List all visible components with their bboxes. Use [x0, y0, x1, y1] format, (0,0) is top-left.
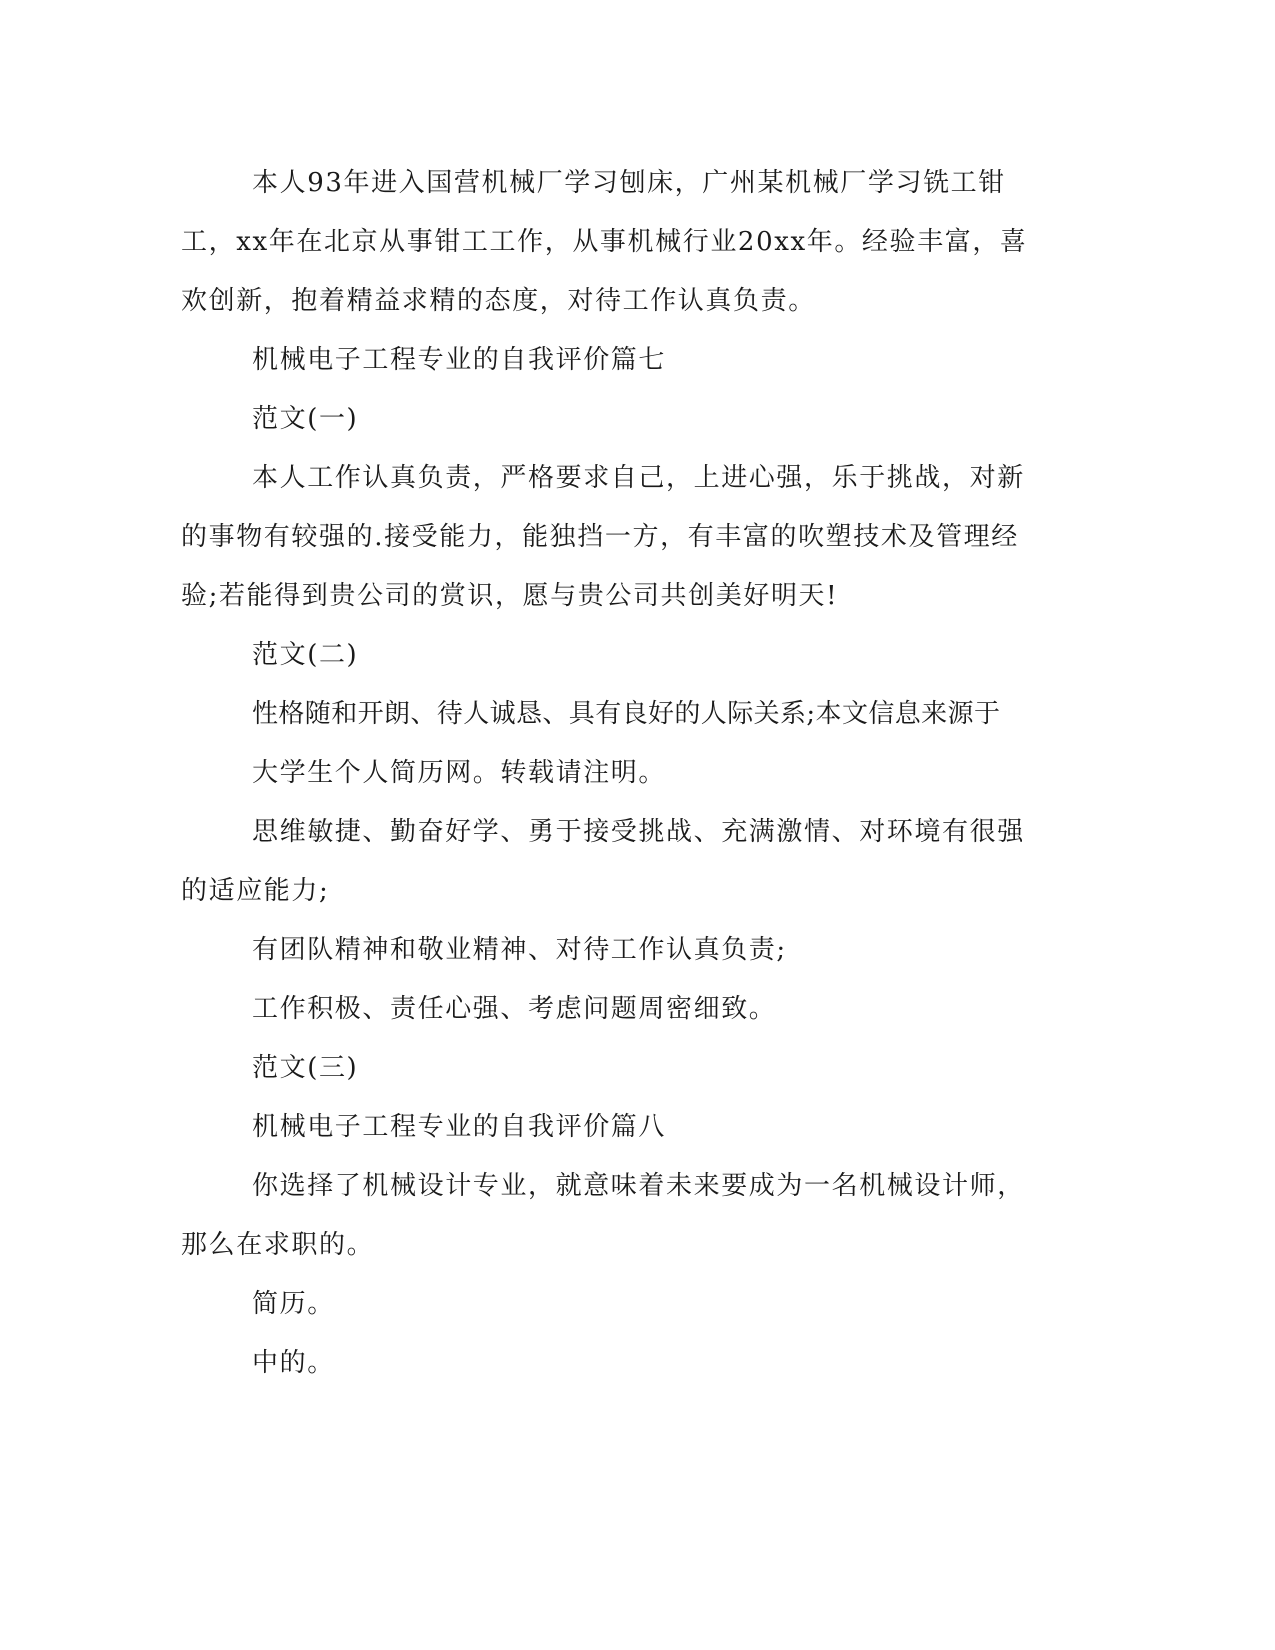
- paragraph-work-attitude: 工作积极、责任心强、考虑问题周密细致。: [252, 994, 777, 1024]
- paragraph-sample-1: 本人工作认真负责，严格要求自己，上进心强，乐于挑战，对新的事物有较强的.接受能力，能独挡一方，有丰富的吹塑技术及管理经验;若能得到贵公司的赏识，愿与贵公司共创美好明天!: [181, 463, 1025, 611]
- paragraph-source-note: 大学生个人简历网。转载请注明。: [252, 758, 667, 788]
- paragraph-resume: 简历。: [252, 1289, 335, 1319]
- section-heading-7: 机械电子工程专业的自我评价篇七: [252, 345, 667, 375]
- sample-heading-2: 范文(二): [252, 640, 359, 670]
- paragraph-personality: 性格随和开朗、待人诚恳、具有良好的人际关系;本文信息来源于: [252, 699, 1001, 729]
- sample-heading-1: 范文(一): [252, 404, 359, 434]
- section-heading-8: 机械电子工程专业的自我评价篇八: [252, 1112, 667, 1142]
- sample-heading-3: 范文(三): [252, 1053, 359, 1083]
- paragraph-middle: 中的。: [252, 1348, 335, 1378]
- document-body: [181, 154, 1037, 1393]
- paragraph-teamwork: 有团队精神和敬业精神、对待工作认真负责;: [252, 935, 787, 965]
- paragraph-mechanical-design: 你选择了机械设计专业，就意味着未来要成为一名机械设计师，那么在求职的。: [181, 1171, 1025, 1260]
- paragraph-experience: 本人93年进入国营机械厂学习刨床，广州某机械厂学习铣工钳工，xx年在北京从事钳工工作，从事机械行业20xx年。经验丰富，喜欢创新，抱着精益求精的态度，对待工作认真负责。: [181, 168, 1028, 316]
- paragraph-thinking: 思维敏捷、勤奋好学、勇于接受挑战、充满激情、对环境有很强的适应能力;: [181, 817, 1025, 906]
